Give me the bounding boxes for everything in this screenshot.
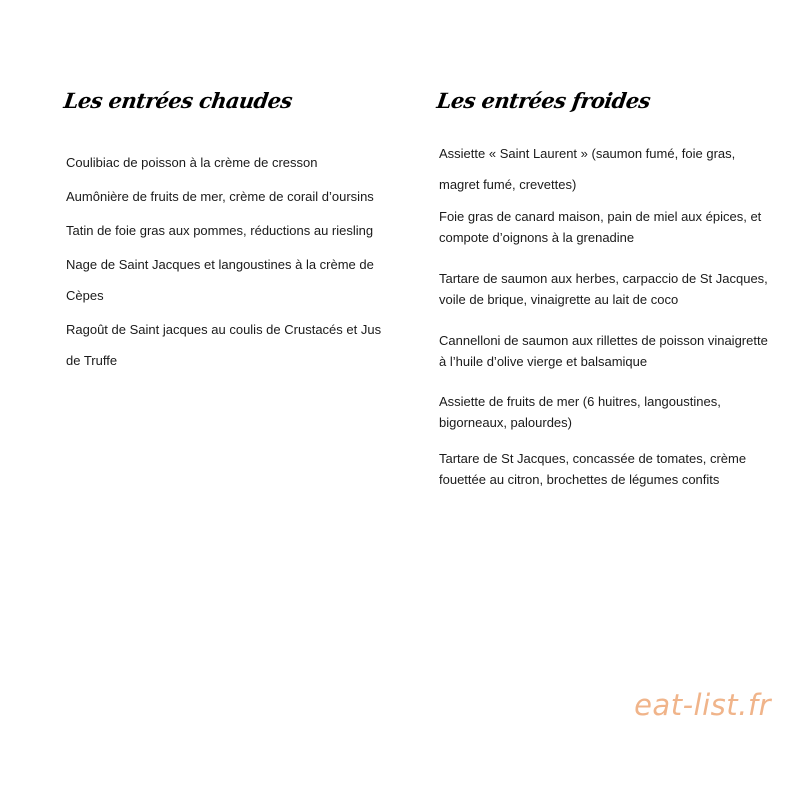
hot-starters-title: Les entrées chaudes [62, 88, 294, 113]
cold-starters-title: Les entrées froides [435, 88, 652, 113]
cold-starter-item: Tartare de saumon aux herbes, carpaccio de St Jacques, voile de brique, vinaigrette au lait de coco [439, 271, 768, 307]
cold-starter-item: Assiette de fruits de mer (6 huitres, langoustines, bigorneaux, palourdes) [439, 394, 721, 430]
hot-starter-item: Aumônière de fruits de mer, crème de corail d’oursins [66, 189, 374, 204]
cold-starter-item: Tartare de St Jacques, concassée de tomates, crème fouettée au citron, brochettes de légumes confits [439, 451, 747, 487]
cold-starter-item: Assiette « Saint Laurent » (saumon fumé, foie gras, magret fumé, crevettes) [439, 146, 736, 192]
hot-starter-item: Coulibiac de poisson à la crème de cresson [66, 155, 318, 170]
watermark-logo: eat-list.fr [634, 688, 771, 722]
hot-starter-item: Nage de Saint Jacques et langoustines à la crème de Cèpes [66, 257, 374, 303]
hot-starters-section [62, 88, 396, 376]
cold-starters-list [439, 138, 769, 490]
cold-starter-item: Foie gras de canard maison, pain de miel aux épices, et compote d’oignons à la grenadine [439, 209, 762, 245]
cold-starter-item: Cannelloni de saumon aux rillettes de poisson vinaigrette à l’huile d’olive vierge et balsamique [439, 333, 768, 369]
cold-starters-section [435, 88, 769, 490]
hot-starters-list [66, 147, 396, 376]
hot-starter-item: Tatin de foie gras aux pommes, réductions au riesling [66, 223, 374, 238]
hot-starter-item: Ragoût de Saint jacques au coulis de Crustacés et Jus de Truffe [66, 322, 382, 368]
